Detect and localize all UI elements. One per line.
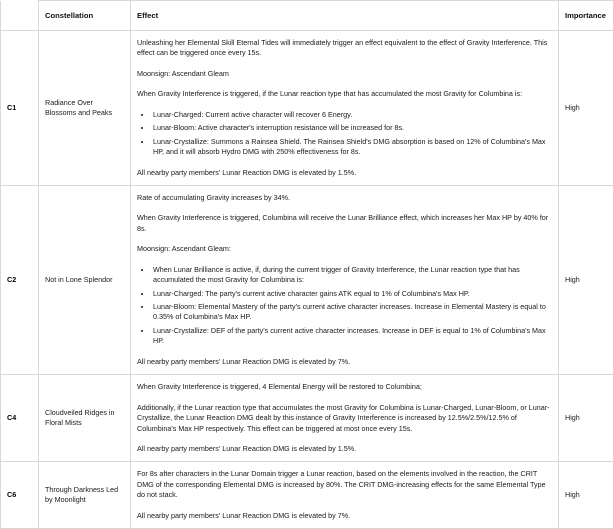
effect-bullet: • Lunar-Charged: Current active character will recover 6 Energy. (152, 110, 552, 120)
constellation-level: C4 (1, 375, 39, 462)
effect-paragraph: When Gravity Interference is triggered, 4 Elemental Energy will be restored to Columbina; (137, 382, 552, 392)
constellation-importance: High (559, 31, 613, 186)
column-header-importance: Importance (559, 1, 613, 31)
table-row (1, 375, 613, 462)
effect-paragraph: Additionally, if the Lunar reaction type that accumulates the most Gravity for Columbina is Lunar-Charged, Lunar-Bloom, or Lunar-Crystallize, the Lunar Reaction DMG dealt by this instance of Gravity Interference is increased by 12.5%/2.5%/12.5% of Columbina's Max HP respectively. This effect can be triggered at most once every 15s. (137, 403, 552, 434)
constellation-name: Not in Lone Splendor (39, 185, 131, 374)
effect-paragraph: Unleashing her Elemental Skill Eternal Tides will immediately trigger an effect equivalent to the effect of Gravity Interference. This effect can be triggered once every 15s. (137, 38, 552, 59)
effect-paragraph: When Gravity Interference is triggered, if the Lunar reaction type that has accumulated the most Gravity for Columbina is: (137, 89, 552, 99)
constellation-name: Cloudveiled Ridges in Floral Mists (39, 375, 131, 462)
effect-bullet-list (137, 265, 552, 347)
table-body (1, 31, 613, 529)
table-row (1, 185, 613, 374)
effect-bullet: • Lunar-Bloom: Active character's interruption resistance will be increased for 8s. (152, 123, 552, 133)
table-header (1, 1, 613, 31)
constellation-level: C6 (1, 462, 39, 529)
constellation-level: C2 (1, 185, 39, 374)
constellation-effect (131, 185, 559, 374)
effect-paragraph: All nearby party members' Lunar Reaction DMG is elevated by 1.5%. (137, 168, 552, 178)
column-header-effect: Effect (131, 1, 559, 31)
constellation-importance: High (559, 462, 613, 529)
column-header-level (1, 1, 39, 31)
constellation-effect (131, 375, 559, 462)
effect-bullet: • Lunar-Bloom: Elemental Mastery of the party's current active character increases. Increase in Elemental Mastery is equal to 0.35% of Columbina's Max HP. (152, 302, 552, 323)
constellation-name: Radiance Over Blossoms and Peaks (39, 31, 131, 186)
effect-paragraph: For 8s after characters in the Lunar Domain trigger a Lunar reaction, based on the elements involved in the reaction, the CRIT DMG of the corresponding Elemental DMG is increased by 80%. The CRIT DMG-increasing effects for the same Elemental Type do not stack. (137, 469, 552, 500)
effect-paragraph: Rate of accumulating Gravity increases by 34%. (137, 193, 552, 203)
effect-bullet: • Lunar-Crystallize: Summons a Rainsea Shield. The Rainsea Shield's DMG absorption is based on 12% of Columbina's Max HP, and it will absorb Hydro DMG with 250% effectiveness for 8s. (152, 137, 552, 158)
effect-paragraph: Moonsign: Ascendant Gleam (137, 69, 552, 79)
table-header-row (1, 1, 613, 31)
table-row (1, 462, 613, 529)
table-row (1, 31, 613, 186)
constellation-level: C1 (1, 31, 39, 186)
effect-paragraph: All nearby party members' Lunar Reaction DMG is elevated by 1.5%. (137, 444, 552, 454)
effect-paragraph: When Gravity Interference is triggered, Columbina will receive the Lunar Brilliance effect, which increases her Max HP by 40% for 8s. (137, 213, 552, 234)
column-header-constellation: Constellation (39, 1, 131, 31)
constellation-importance: High (559, 375, 613, 462)
constellation-name: Through Darkness Led by Moonlight (39, 462, 131, 529)
constellation-importance: High (559, 185, 613, 374)
constellation-effect (131, 462, 559, 529)
effect-paragraph: Moonsign: Ascendant Gleam: (137, 244, 552, 254)
effect-paragraph: All nearby party members' Lunar Reaction DMG is elevated by 7%. (137, 511, 552, 521)
effect-bullet-list (137, 110, 552, 158)
effect-bullet: • Lunar-Charged: The party's current active character gains ATK equal to 1% of Columbina's Max HP. (152, 289, 552, 299)
effect-bullet: • Lunar-Crystallize: DEF of the party's current active character increases. Increase in DEF is equal to 1% of Columbina's Max HP. (152, 326, 552, 347)
effect-paragraph: All nearby party members' Lunar Reaction DMG is elevated by 7%. (137, 357, 552, 367)
effect-bullet: • When Lunar Brilliance is active, if, during the current trigger of Gravity Interference, the Lunar reaction type that has accumulated the most Gravity for Columbina is: (152, 265, 552, 286)
constellation-effect (131, 31, 559, 186)
